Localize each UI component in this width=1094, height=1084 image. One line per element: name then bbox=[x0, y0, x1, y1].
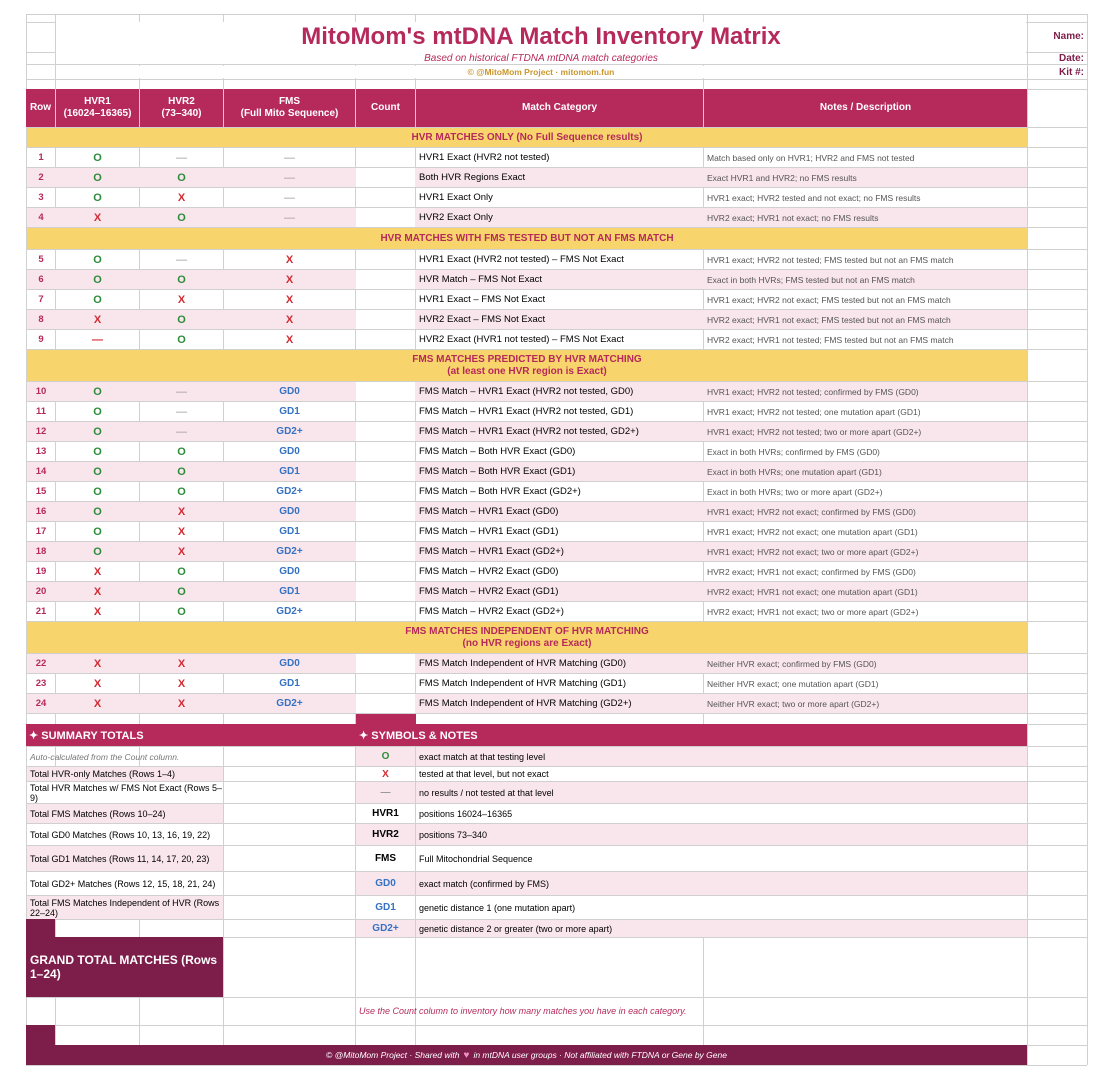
fms-symbol: GD0 bbox=[279, 446, 300, 457]
symbol-description: genetic distance 1 (one mutation apart) bbox=[416, 896, 1027, 919]
hvr2-symbol: X bbox=[177, 191, 186, 204]
grid-col-line bbox=[1087, 14, 1088, 1065]
summary-total-value[interactable] bbox=[224, 896, 355, 919]
grid-col-line bbox=[1027, 14, 1028, 1065]
match-category: HVR Match – FMS Not Exact bbox=[419, 274, 543, 285]
grid-row-line bbox=[26, 713, 1087, 714]
summary-item: Total GD2+ Matches (Rows 12, 15, 18, 21, 24) bbox=[27, 872, 223, 895]
hvr2-symbol: O bbox=[177, 313, 186, 326]
fms-symbol: X bbox=[285, 273, 294, 286]
row-note: Exact in both HVRs; one mutation apart (GD1) bbox=[707, 466, 882, 477]
row-number: 6 bbox=[38, 274, 44, 285]
count-input[interactable] bbox=[356, 188, 415, 207]
hvr1-symbol: X bbox=[93, 697, 102, 710]
hvr1-symbol: — bbox=[92, 333, 103, 346]
symbol-description: Full Mitochondrial Sequence bbox=[416, 846, 1027, 871]
hvr1-symbol: X bbox=[93, 657, 102, 670]
section-banner bbox=[27, 128, 1027, 147]
section-subtitle: (no HVR regions are Exact) bbox=[462, 637, 592, 649]
section-title: FMS MATCHES PREDICTED BY HVR MATCHING bbox=[412, 353, 642, 365]
header-fms-sublabel: (Full Mito Sequence) bbox=[240, 108, 339, 119]
row-number: 24 bbox=[35, 698, 47, 709]
fms-symbol: GD2+ bbox=[276, 486, 303, 497]
row-note: Neither HVR exact; one mutation apart (GD1) bbox=[707, 678, 879, 689]
fms-symbol: — bbox=[284, 171, 295, 184]
match-category: FMS Match – HVR2 Exact (GD1) bbox=[419, 586, 559, 597]
row-note: Neither HVR exact; confirmed by FMS (GD0) bbox=[707, 658, 877, 669]
header-category-label: Match Category bbox=[521, 102, 597, 113]
row-note: HVR1 exact; HVR2 tested and not exact; no FMS results bbox=[707, 192, 921, 203]
row-note: HVR1 exact; HVR2 not tested; one mutation apart (GD1) bbox=[707, 406, 921, 417]
row-note: HVR1 exact; HVR2 not tested; confirmed by FMS (GD0) bbox=[707, 386, 919, 397]
date-field-label[interactable]: Date: bbox=[1058, 52, 1084, 64]
hvr2-symbol: X bbox=[177, 525, 186, 538]
header-hvr1-sublabel: (16024–16365) bbox=[63, 108, 132, 119]
grid-row-line bbox=[26, 79, 1087, 80]
header-hvr2-sublabel: (73–340) bbox=[161, 108, 202, 119]
row-note: Exact in both HVRs; FMS tested but not an FMS match bbox=[707, 274, 915, 285]
summary-total-value[interactable] bbox=[224, 824, 355, 845]
summary-accent bbox=[26, 919, 55, 937]
fms-symbol: GD1 bbox=[279, 526, 300, 537]
row-number: 20 bbox=[35, 586, 47, 597]
hvr1-symbol: O bbox=[93, 505, 102, 518]
count-input[interactable] bbox=[356, 208, 415, 227]
summary-item: Total FMS Matches (Rows 10–24) bbox=[27, 804, 223, 823]
hvr1-symbol: X bbox=[93, 565, 102, 578]
row-note: HVR2 exact; HVR1 not exact; no FMS results bbox=[707, 212, 879, 223]
row-number: 15 bbox=[35, 486, 47, 497]
summary-title: ✦ SUMMARY TOTALS bbox=[26, 724, 356, 746]
hvr1-symbol: O bbox=[93, 525, 102, 538]
section-banner bbox=[27, 228, 1027, 249]
fms-symbol: GD2+ bbox=[276, 546, 303, 557]
count-input[interactable] bbox=[356, 694, 415, 713]
row-number: 10 bbox=[35, 386, 47, 397]
match-category: Both HVR Regions Exact bbox=[419, 172, 526, 183]
row-note: Exact HVR1 and HVR2; no FMS results bbox=[707, 172, 857, 183]
hvr1-symbol: O bbox=[93, 191, 102, 204]
header-hvr1-label: HVR1 bbox=[84, 96, 111, 107]
row-note: Neither HVR exact; two or more apart (GD2+) bbox=[707, 698, 880, 709]
fms-symbol: GD0 bbox=[279, 386, 300, 397]
match-category: FMS Match – HVR1 Exact (HVR2 not tested, GD1) bbox=[419, 406, 634, 417]
fms-symbol: X bbox=[285, 333, 294, 346]
count-input[interactable] bbox=[356, 654, 415, 673]
hvr1-symbol: O bbox=[93, 171, 102, 184]
row-note: HVR2 exact; HVR1 not exact; confirmed by FMS (GD0) bbox=[707, 566, 916, 577]
grid-row-line bbox=[26, 1065, 1087, 1066]
row-note: HVR2 exact; HVR1 not tested; FMS tested but not an FMS match bbox=[707, 334, 954, 345]
count-input[interactable] bbox=[356, 542, 415, 561]
section-title: FMS MATCHES INDEPENDENT OF HVR MATCHING bbox=[405, 625, 649, 637]
fms-symbol: GD0 bbox=[279, 566, 300, 577]
hvr2-symbol: O bbox=[177, 465, 186, 478]
match-category: HVR2 Exact – FMS Not Exact bbox=[419, 314, 546, 325]
hvr1-symbol: O bbox=[93, 425, 102, 438]
header-count bbox=[356, 89, 415, 127]
count-input[interactable] bbox=[356, 330, 415, 349]
count-input[interactable] bbox=[356, 382, 415, 401]
symbol-key: X bbox=[356, 767, 415, 781]
footer-text: in mtDNA user groups · Not affiliated with FTDNA or Gene by Gene bbox=[473, 1050, 727, 1060]
header-row bbox=[26, 89, 55, 127]
fms-symbol: — bbox=[284, 211, 295, 224]
section-banner bbox=[27, 350, 1027, 381]
fms-symbol: — bbox=[284, 151, 295, 164]
hvr2-symbol: X bbox=[177, 657, 186, 670]
hvr2-symbol: X bbox=[177, 545, 186, 558]
hvr1-symbol: O bbox=[93, 385, 102, 398]
row-note: HVR1 exact; HVR2 not tested; two or more apart (GD2+) bbox=[707, 426, 922, 437]
fms-symbol: GD1 bbox=[279, 586, 300, 597]
symbol-description: positions 73–340 bbox=[416, 824, 1027, 845]
header-hvr1 bbox=[56, 89, 139, 127]
section-subtitle: (at least one HVR region is Exact) bbox=[447, 365, 607, 377]
hvr1-symbol: X bbox=[93, 605, 102, 618]
row-number: 4 bbox=[38, 212, 44, 223]
footer-text: © @MitoMom Project · Shared with bbox=[326, 1050, 460, 1060]
count-input[interactable] bbox=[356, 462, 415, 481]
match-category: FMS Match – HVR1 Exact (HVR2 not tested, GD0) bbox=[419, 386, 634, 397]
row-number: 5 bbox=[38, 254, 44, 265]
count-input[interactable] bbox=[356, 168, 415, 187]
hvr1-symbol: O bbox=[93, 273, 102, 286]
count-input[interactable] bbox=[356, 582, 415, 601]
row-number: 1 bbox=[38, 152, 44, 163]
fms-symbol: GD2+ bbox=[276, 426, 303, 437]
page-subtitle: Based on historical FTDNA mtDNA match categories bbox=[56, 52, 1026, 64]
row-note: HVR2 exact; HVR1 not exact; one mutation apart (GD1) bbox=[707, 586, 918, 597]
symbol-key: — bbox=[356, 782, 415, 803]
kit-field-label[interactable]: Kit #: bbox=[1059, 66, 1084, 78]
symbol-key: GD0 bbox=[356, 872, 415, 895]
page-credit: © @MitoMom Project · mitomom.fun bbox=[56, 66, 1026, 78]
hvr2-symbol: O bbox=[177, 171, 186, 184]
row-number: 14 bbox=[35, 466, 47, 477]
match-category: FMS Match – Both HVR Exact (GD0) bbox=[419, 446, 576, 457]
row-number: 12 bbox=[35, 426, 47, 437]
row-number: 21 bbox=[35, 606, 47, 617]
match-category: FMS Match – HVR2 Exact (GD0) bbox=[419, 566, 559, 577]
match-category: HVR2 Exact Only bbox=[419, 212, 493, 223]
hvr2-symbol: X bbox=[177, 697, 186, 710]
count-input[interactable] bbox=[356, 148, 415, 167]
header-notes-label: Notes / Description bbox=[819, 102, 912, 113]
match-category: FMS Match – Both HVR Exact (GD1) bbox=[419, 466, 576, 477]
hvr1-symbol: O bbox=[93, 545, 102, 558]
row-number: 9 bbox=[38, 334, 44, 345]
page-title: MitoMom's mtDNA Match Inventory Matrix bbox=[56, 22, 1026, 52]
row-number: 22 bbox=[35, 658, 47, 669]
fms-symbol: — bbox=[284, 191, 295, 204]
hvr2-symbol: X bbox=[177, 505, 186, 518]
row-note: HVR1 exact; HVR2 not exact; FMS tested but not an FMS match bbox=[707, 294, 951, 305]
hvr1-symbol: X bbox=[93, 585, 102, 598]
match-category: FMS Match Independent of HVR Matching (GD0) bbox=[419, 658, 626, 669]
hvr2-symbol: O bbox=[177, 445, 186, 458]
summary-item: Total HVR Matches w/ FMS Not Exact (Rows 5–9) bbox=[27, 782, 223, 803]
summary-item: Total FMS Matches Independent of HVR (Rows 22–24) bbox=[27, 896, 223, 919]
row-number: 16 bbox=[35, 506, 47, 517]
match-category: FMS Match Independent of HVR Matching (GD1) bbox=[419, 678, 626, 689]
row-number: 18 bbox=[35, 546, 47, 557]
match-category: HVR1 Exact (HVR2 not tested) – FMS Not Exact bbox=[419, 254, 624, 265]
row-number: 17 bbox=[35, 526, 47, 537]
grid-row-line bbox=[26, 1025, 1087, 1026]
count-input[interactable] bbox=[356, 442, 415, 461]
hvr1-symbol: X bbox=[93, 313, 102, 326]
symbol-key: HVR2 bbox=[356, 824, 415, 845]
summary-item: Total HVR-only Matches (Rows 1–4) bbox=[27, 767, 223, 781]
header-hvr2-label: HVR2 bbox=[168, 96, 195, 107]
grid-row-line bbox=[26, 14, 1087, 15]
fms-symbol: GD2+ bbox=[276, 698, 303, 709]
match-category: HVR1 Exact Only bbox=[419, 192, 493, 203]
row-number: 23 bbox=[35, 678, 47, 689]
hvr2-symbol: O bbox=[177, 333, 186, 346]
heart-icon: ♥ bbox=[463, 1049, 470, 1061]
fms-symbol: GD1 bbox=[279, 678, 300, 689]
header-category bbox=[416, 89, 703, 127]
header-fms bbox=[224, 89, 355, 127]
fms-symbol: GD2+ bbox=[276, 606, 303, 617]
section-title: HVR MATCHES WITH FMS TESTED BUT NOT AN FMS MATCH bbox=[380, 232, 674, 244]
header-notes bbox=[704, 89, 1027, 127]
match-category: HVR2 Exact (HVR1 not tested) – FMS Not Exact bbox=[419, 334, 624, 345]
row-note: Exact in both HVRs; confirmed by FMS (GD0) bbox=[707, 446, 880, 457]
symbol-description: positions 16024–16365 bbox=[416, 804, 1027, 823]
hvr1-symbol: O bbox=[93, 445, 102, 458]
header-hvr2 bbox=[140, 89, 223, 127]
hvr1-symbol: O bbox=[93, 253, 102, 266]
summary-total-value[interactable] bbox=[224, 767, 355, 781]
hvr1-symbol: X bbox=[93, 677, 102, 690]
count-input[interactable] bbox=[356, 502, 415, 521]
fms-symbol: GD1 bbox=[279, 406, 300, 417]
count-input[interactable] bbox=[356, 674, 415, 693]
symbol-key: HVR1 bbox=[356, 804, 415, 823]
count-input[interactable] bbox=[356, 270, 415, 289]
match-category: FMS Match – HVR2 Exact (GD2+) bbox=[419, 606, 564, 617]
hvr2-symbol: O bbox=[177, 485, 186, 498]
row-note: Match based only on HVR1; HVR2 and FMS not tested bbox=[707, 152, 915, 163]
match-category: FMS Match – HVR1 Exact (GD2+) bbox=[419, 546, 564, 557]
hvr2-symbol: O bbox=[177, 273, 186, 286]
count-input[interactable] bbox=[356, 290, 415, 309]
count-usage-note: Use the Count column to inventory how many matches you have in each category. bbox=[359, 1006, 687, 1016]
symbol-key: O bbox=[356, 747, 415, 766]
hvr2-symbol: O bbox=[177, 605, 186, 618]
hvr1-symbol: O bbox=[93, 405, 102, 418]
row-number: 13 bbox=[35, 446, 47, 457]
fms-symbol: X bbox=[285, 253, 294, 266]
summary-total-value[interactable] bbox=[224, 872, 355, 895]
match-category: FMS Match – HVR1 Exact (HVR2 not tested, GD2+) bbox=[419, 426, 639, 437]
summary-total-value[interactable] bbox=[224, 804, 355, 823]
count-input[interactable] bbox=[356, 602, 415, 621]
grand-total-label: GRAND TOTAL MATCHES (Rows 1–24) bbox=[26, 937, 223, 997]
row-note: HVR2 exact; HVR1 not exact; two or more apart (GD2+) bbox=[707, 606, 919, 617]
summary-total-value[interactable] bbox=[224, 846, 355, 871]
hvr2-symbol: — bbox=[176, 385, 187, 398]
section-title: HVR MATCHES ONLY (No Full Sequence results) bbox=[411, 131, 643, 143]
count-input[interactable] bbox=[356, 402, 415, 421]
hvr2-symbol: — bbox=[176, 405, 187, 418]
summary-item: Total GD1 Matches (Rows 11, 14, 17, 20, 23) bbox=[27, 846, 223, 871]
header-count-label: Count bbox=[371, 102, 400, 113]
row-number: 19 bbox=[35, 566, 47, 577]
summary-item: Total GD0 Matches (Rows 10, 13, 16, 19, 22) bbox=[27, 824, 223, 845]
summary-total-value[interactable] bbox=[224, 782, 355, 803]
hvr2-symbol: — bbox=[176, 425, 187, 438]
section-banner bbox=[27, 622, 1027, 653]
hvr2-symbol: — bbox=[176, 253, 187, 266]
fms-symbol: X bbox=[285, 313, 294, 326]
summary-auto-note: Auto-calculated from the Count column. bbox=[30, 751, 180, 762]
match-category: FMS Match Independent of HVR Matching (GD2+) bbox=[419, 698, 632, 709]
symbol-description: exact match at that testing level bbox=[416, 747, 1027, 766]
fms-symbol: GD0 bbox=[279, 506, 300, 517]
hvr2-symbol: O bbox=[177, 211, 186, 224]
symbol-key: FMS bbox=[356, 846, 415, 871]
symbol-key: GD1 bbox=[356, 896, 415, 919]
match-category: FMS Match – HVR1 Exact (GD1) bbox=[419, 526, 559, 537]
hvr2-symbol: — bbox=[176, 151, 187, 164]
header-row-label: Row bbox=[29, 102, 52, 113]
hvr1-symbol: O bbox=[93, 151, 102, 164]
count-input[interactable] bbox=[356, 310, 415, 329]
hvr2-symbol: O bbox=[177, 565, 186, 578]
footer-bar bbox=[26, 1045, 1027, 1065]
row-number: 2 bbox=[38, 172, 44, 183]
match-category: HVR1 Exact – FMS Not Exact bbox=[419, 294, 546, 305]
row-number: 11 bbox=[35, 406, 47, 417]
count-input[interactable] bbox=[356, 422, 415, 441]
row-note: HVR1 exact; HVR2 not exact; one mutation apart (GD1) bbox=[707, 526, 918, 537]
hvr2-symbol: O bbox=[177, 585, 186, 598]
fms-symbol: GD1 bbox=[279, 466, 300, 477]
count-input[interactable] bbox=[356, 562, 415, 581]
symbol-key: GD2+ bbox=[356, 920, 415, 937]
symbol-description: genetic distance 2 or greater (two or more apart) bbox=[416, 920, 1027, 937]
hvr1-symbol: X bbox=[93, 211, 102, 224]
grid-row-line bbox=[26, 64, 1087, 65]
fms-symbol: GD0 bbox=[279, 658, 300, 669]
hvr2-symbol: X bbox=[177, 677, 186, 690]
row-number: 8 bbox=[38, 314, 44, 325]
row-note: HVR2 exact; HVR1 not exact; FMS tested but not an FMS match bbox=[707, 314, 951, 325]
symbol-description: no results / not tested at that level bbox=[416, 782, 1027, 803]
header-fms-label: FMS bbox=[278, 96, 301, 107]
hvr2-symbol: X bbox=[177, 293, 186, 306]
symbol-description: exact match (confirmed by FMS) bbox=[416, 872, 1027, 895]
symbol-description: tested at that level, but not exact bbox=[416, 767, 1027, 781]
match-category: HVR1 Exact (HVR2 not tested) bbox=[419, 152, 550, 163]
row-number: 7 bbox=[38, 294, 44, 305]
hvr1-symbol: O bbox=[93, 293, 102, 306]
summary-accent bbox=[26, 1025, 55, 1045]
name-field-label[interactable]: Name: bbox=[1053, 30, 1084, 42]
match-category: FMS Match – HVR1 Exact (GD0) bbox=[419, 506, 559, 517]
row-note: Exact in both HVRs; two or more apart (GD2+) bbox=[707, 486, 883, 497]
symbols-title: ✦ SYMBOLS & NOTES bbox=[356, 724, 1027, 746]
hvr1-symbol: O bbox=[93, 465, 102, 478]
fms-symbol: X bbox=[285, 293, 294, 306]
row-note: HVR1 exact; HVR2 not exact; two or more apart (GD2+) bbox=[707, 546, 919, 557]
count-input[interactable] bbox=[356, 482, 415, 501]
row-number: 3 bbox=[38, 192, 44, 203]
count-input[interactable] bbox=[356, 522, 415, 541]
hvr1-symbol: O bbox=[93, 485, 102, 498]
row-note: HVR1 exact; HVR2 not tested; FMS tested but not an FMS match bbox=[707, 254, 954, 265]
count-input[interactable] bbox=[356, 250, 415, 269]
row-note: HVR1 exact; HVR2 not exact; confirmed by FMS (GD0) bbox=[707, 506, 916, 517]
match-category: FMS Match – Both HVR Exact (GD2+) bbox=[419, 486, 581, 497]
